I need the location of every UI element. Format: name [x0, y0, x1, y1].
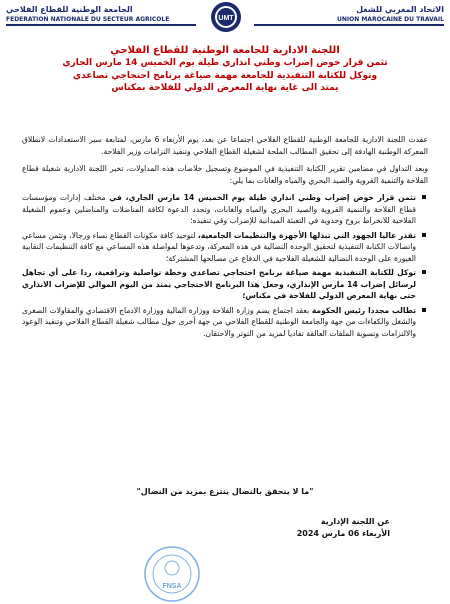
title-line-2: تثمن قرار خوض إضراب وطني انذاري طيلة يوم الخميس 14 مارس الجاري: [62, 58, 388, 68]
union-name-ar: الاتحاد المغربي للشغل: [356, 5, 444, 14]
intro-paragraph: عقدت اللجنة الادارية للجامعة الوطنية للقطاع الفلاحي اجتماعا عن بعد، يوم الأربعاء 6 مارس، لمتابعة سير الاستعدادات لانطلاق المعركة الوطنية الهادفة إلى تحقيق المطالب الملحة لشغيلة القطاع الفلاحي وتنفيذ التزامات وزير الفلاحة.: [22, 135, 428, 156]
union-name-fr: UNION MAROCAINE DU TRAVAIL: [337, 16, 444, 23]
signature-date: الأربعاء 06 مارس 2024: [296, 529, 390, 538]
federation-header: [6, 4, 186, 24]
umt-logo-icon: [208, 0, 244, 36]
decisions-list: [22, 192, 428, 339]
header-rule-right: [254, 24, 444, 26]
decision-item: [22, 230, 416, 265]
title-line-1: اللجنة الادارية للجامعة الوطنية للقطاع الفلاحي: [110, 45, 340, 56]
decision-item: [22, 192, 416, 227]
decision-item: [22, 305, 416, 340]
union-header: [264, 4, 444, 24]
union-stamp-icon: [140, 544, 204, 604]
decision-item-bold: تقدر عاليا الجهود التي تبذلها الأجهزة والتنظيمات الجامعية،: [197, 230, 416, 240]
decision-item-bold: تطالب مجددا رئيس الحكومة: [311, 305, 417, 315]
document-title: [30, 44, 420, 95]
decision-item-text: لتوحيد كافة مكونات القطاع نساء ورجالا، وتثمن مساعي واتصالات الكتابة التنفيذية لتحقيق الوحدة النضالية في هذه المعركة، وتدعوها لمواصلة هذه المساعي مع كافة التنظيمات النقابية الغيورة على الوحدة النضالية للشغيلة الفلاحية في الدفاع عن مصالحها المشتركة؛: [22, 230, 416, 263]
deliberation-paragraph: وبعد التداول في مضامين تقرير الكتابة التنفيذية في الموضوع وتسجيل خلاصات هذه المداولات، تخبر اللجنة الادارية شغيلة قطاع الفلاحة والتنمية القروية والصيد البحري والمياه والغابات بما يلي:: [22, 164, 428, 185]
title-line-3: وتوكل للكتابة التنفيذية للجامعة مهمة صياغة برنامج احتجاجي تصاعدي: [72, 70, 378, 81]
signatory: عن اللجنة الإدارية: [320, 517, 390, 526]
stamp-label: FNSA: [162, 583, 182, 590]
decision-item: [22, 267, 416, 302]
slogan: "ما لا يتحقق بالنضال ينتزع بمزيد من النضال": [136, 487, 314, 496]
decision-item-bold: تثمن قرار خوض إضراب وطني انذاري طيلة يوم الخميس 14 مارس الجاري، في: [109, 193, 416, 202]
header-rule-left: [6, 24, 196, 26]
logo-label: UMT: [218, 15, 234, 22]
document-body: [22, 134, 428, 342]
decision-item-text: مختلف إدارات ومؤسسات قطاع الفلاحة والتنمية القروية والصيد البحري والمياه والغابات، وتجدد الدعوة لكافة المناضلات والمناضلين وعموم الشغيلة الفلاحية للانخراط بروح وحدوية في التعبئة الميدانية للإضراب وفي تنفيذه؛: [22, 193, 416, 225]
title-line-4: يمتد الى غاية نهاية المعرض الدولي للفلاحة بمكناس: [111, 83, 339, 93]
federation-name-ar: الجامعة الوطنية للقطاع الفلاحي: [6, 5, 133, 14]
signature-block: [240, 516, 390, 540]
decision-item-bold: توكل للكتابة التنفيذية مهمة صياغة برنامج احتجاجي تصاعدي وخطة تواصلية وترافعية، ردا على أي تجاهل لرسائل إضراب 14 مارس الإنذاري، وجعل هذا البرنامج الاحتجاجي يمتد من اليوم الموالي للإضراب الانذاري حتى نهاية المعرض الدولي للفلاحة في مكناس؛: [22, 268, 416, 300]
letterhead: [0, 0, 450, 34]
federation-name-fr: FEDERATION NATIONALE DU SECTEUR AGRICOLE: [6, 16, 170, 23]
decision-item-text: بعقد اجتماع يضم وزارة الفلاحة ووزارة المالية ووزارة الادماج الاقتصادي والمقاولات الصغرى والشغل والكفاءات من جهة والجامعة الوطنية للقطاع الفلاحي من جهة أخرى حول مطالب شغيلة القطاع الفلاحي وتنفيذ الوعود والالتزامات وتسوية الملفات العالقة تفاديا لمزيد من التوتر والاحتقان.: [22, 305, 416, 338]
